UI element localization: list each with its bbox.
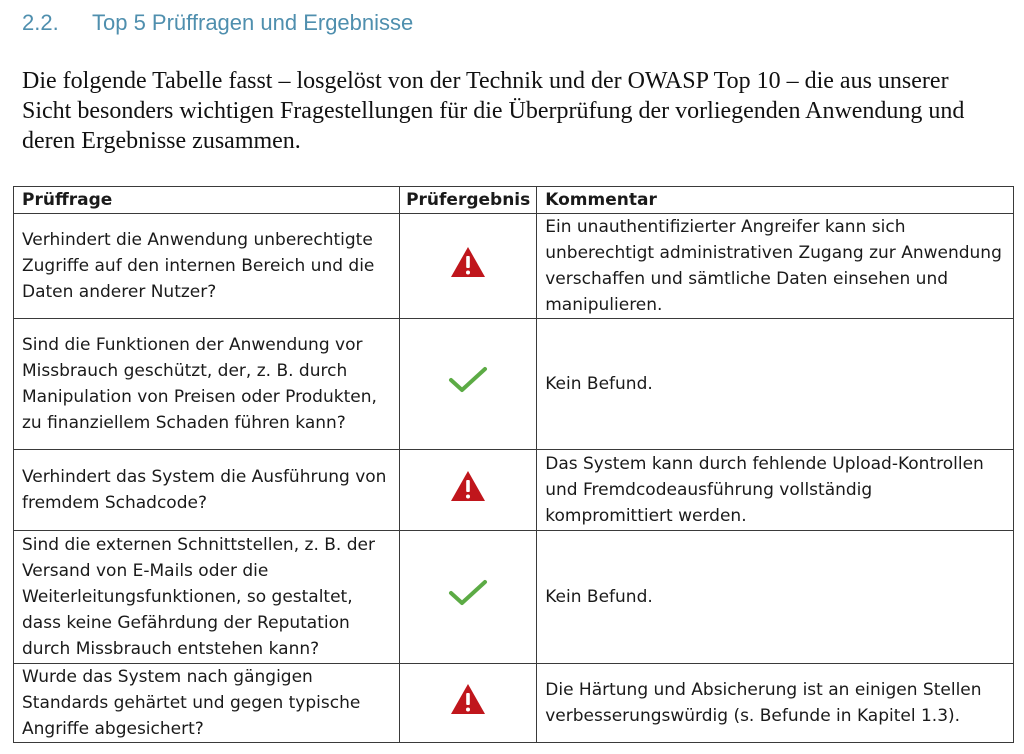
results-table <box>13 186 1014 743</box>
question-cell: Verhindert das System die Ausführung von fremdem Schadcode? <box>14 450 400 531</box>
result-cell <box>400 450 537 531</box>
question-cell: Verhindert die Anwendung unberechtigte Zugriffe auf den internen Bereich und die Daten anderer Nutzer? <box>14 214 400 319</box>
warning-icon <box>450 683 486 723</box>
result-cell <box>400 319 537 450</box>
table-row <box>14 664 1014 743</box>
table-row <box>14 214 1014 319</box>
checkmark-icon <box>448 579 488 615</box>
table-header-row <box>14 187 1014 214</box>
comment-cell: Ein unauthentifizierter Angreifer kann sich unberechtigt administrativen Zugang zur Anwendung verschaffen und sämtliche Daten einsehen und manipulieren. <box>537 214 1014 319</box>
table-row <box>14 450 1014 531</box>
header-prueffrage: Prüffrage <box>14 187 400 214</box>
result-cell <box>400 531 537 664</box>
question-cell: Sind die externen Schnittstellen, z. B. der Versand von E-Mails oder die Weiterleitungsfunktionen, so gestaltet, dass keine Gefährdung der Reputation durch Missbrauch entstehen kann? <box>14 531 400 664</box>
checkmark-icon <box>448 366 488 402</box>
comment-cell: Das System kann durch fehlende Upload-Kontrollen und Fremdcodeausführung vollständig kompromittiert werden. <box>537 450 1014 531</box>
warning-icon <box>450 246 486 286</box>
warning-icon <box>450 470 486 510</box>
question-cell: Wurde das System nach gängigen Standards gehärtet und gegen typische Angriffe abgesichert? <box>14 664 400 743</box>
section-heading <box>22 10 413 36</box>
intro-paragraph: Die folgende Tabelle fasst – losgelöst von der Technik und der OWASP Top 10 – die aus unserer Sicht besonders wichtigen Fragestellungen für die Überprüfung der vorliegenden Anwendung und deren Ergebnisse zusammen. <box>22 68 965 154</box>
header-kommentar: Kommentar <box>537 187 1014 214</box>
table-row <box>14 531 1014 664</box>
comment-cell: Kein Befund. <box>537 319 1014 450</box>
table-row <box>14 319 1014 450</box>
header-pruefergebnis: Prüfergebnis <box>400 187 537 214</box>
section-number: 2.2. <box>22 10 59 35</box>
comment-cell: Die Härtung und Absicherung ist an einigen Stellen verbesserungswürdig (s. Befunde in Kapitel 1.3). <box>537 664 1014 743</box>
section-title: Top 5 Prüffragen und Ergebnisse <box>92 10 414 35</box>
result-cell <box>400 214 537 319</box>
result-cell <box>400 664 537 743</box>
comment-cell: Kein Befund. <box>537 531 1014 664</box>
question-cell: Sind die Funktionen der Anwendung vor Missbrauch geschützt, der, z. B. durch Manipulation von Preisen oder Produkten, zu finanziellem Schaden führen kann? <box>14 319 400 450</box>
